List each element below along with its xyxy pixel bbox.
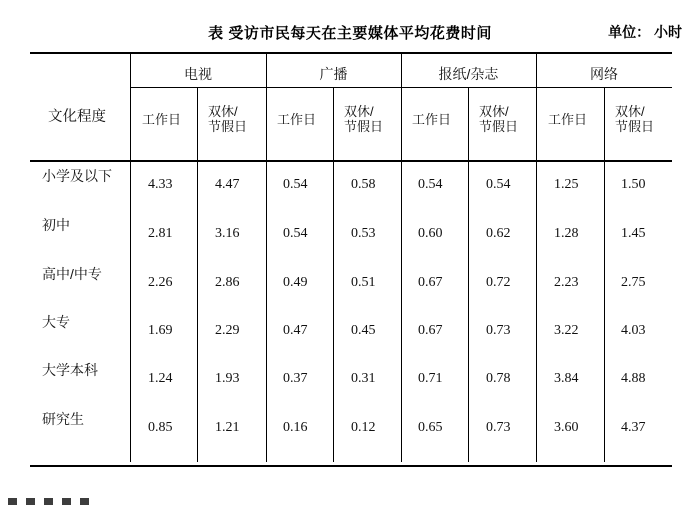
footer-mark: [8, 498, 17, 505]
col-divider-2: [266, 52, 267, 462]
cell-value: 0.12: [351, 420, 376, 435]
cell-value: 0.49: [283, 275, 308, 290]
row-label: 高中/中专: [42, 266, 102, 282]
cell-value: 3.84: [554, 371, 579, 386]
col-divider-6: [536, 52, 537, 462]
title-row: [0, 22, 700, 44]
col-divider-0: [130, 52, 131, 462]
media-group-radio: 广播: [319, 66, 348, 82]
cell-value: 0.62: [486, 226, 511, 241]
row-label: 大学本科: [42, 362, 98, 378]
col-divider-3: [333, 88, 334, 462]
cell-value: 3.22: [554, 323, 579, 338]
col-divider-4: [401, 52, 402, 462]
cell-value: 0.67: [418, 323, 443, 338]
row-label: 大专: [42, 314, 70, 330]
subheader-press-workday: 工作日: [412, 112, 452, 127]
media-group-internet: 网络: [590, 66, 618, 82]
footer-mark: [80, 498, 89, 505]
footer-marks: [8, 495, 128, 505]
cell-value: 1.69: [148, 323, 173, 338]
subheader-tv-workday: 工作日: [142, 112, 182, 127]
row-label: 研究生: [42, 411, 84, 427]
subheader-line1: 双休/: [208, 104, 238, 119]
cell-value: 4.88: [621, 371, 646, 386]
cell-value: 0.54: [418, 177, 443, 192]
cell-value: 0.47: [283, 323, 308, 338]
subheader-internet-holiday: [615, 104, 654, 134]
cell-value: 3.60: [554, 420, 579, 435]
subheader-internet-workday: 工作日: [548, 112, 588, 127]
cell-value: 0.73: [486, 323, 511, 338]
row-label: 初中: [42, 217, 70, 233]
cell-value: 2.26: [148, 275, 173, 290]
footer-mark: [44, 498, 53, 505]
subheader-line2: 节假日: [615, 119, 655, 134]
cell-value: 0.73: [486, 420, 511, 435]
col-divider-5: [468, 88, 469, 462]
cell-value: 0.54: [283, 226, 308, 241]
subheader-line1: 双休/: [344, 104, 374, 119]
cell-value: 2.86: [215, 275, 240, 290]
col-divider-1: [197, 88, 198, 462]
cell-value: 0.45: [351, 323, 376, 338]
cell-value: 0.53: [351, 226, 376, 241]
cell-value: 1.50: [621, 177, 646, 192]
row-label: 小学及以下: [42, 168, 112, 184]
cell-value: 0.65: [418, 420, 443, 435]
table-bottom-rule: [30, 465, 672, 467]
cell-value: 4.33: [148, 177, 173, 192]
cell-value: 1.25: [554, 177, 579, 192]
table-header-rule: [30, 160, 672, 162]
cell-value: 0.54: [486, 177, 511, 192]
subheader-line1: 双休/: [479, 104, 509, 119]
unit-label: 单位： 小时: [608, 24, 682, 40]
footer-mark: [26, 498, 35, 505]
subheader-radio-holiday: [344, 104, 383, 134]
subheader-line2: 节假日: [344, 119, 384, 134]
subheader-line2: 节假日: [479, 119, 519, 134]
cell-value: 2.29: [215, 323, 240, 338]
cell-value: 0.72: [486, 275, 511, 290]
cell-value: 1.24: [148, 371, 173, 386]
cell-value: 0.71: [418, 371, 443, 386]
col-divider-7: [604, 88, 605, 462]
cell-value: 0.37: [283, 371, 308, 386]
cell-value: 3.16: [215, 226, 240, 241]
subheader-radio-workday: 工作日: [277, 112, 317, 127]
cell-value: 0.16: [283, 420, 308, 435]
row-header-title: 文化程度: [48, 109, 106, 125]
cell-value: 0.54: [283, 177, 308, 192]
subheader-tv-holiday: [208, 104, 247, 134]
cell-value: 2.81: [148, 226, 173, 241]
cell-value: 2.75: [621, 275, 646, 290]
table-top-rule: [30, 52, 672, 54]
cell-value: 4.03: [621, 323, 646, 338]
subheader-line2: 节假日: [208, 119, 248, 134]
subheader-line1: 双休/: [615, 104, 645, 119]
cell-value: 0.31: [351, 371, 376, 386]
cell-value: 1.45: [621, 226, 646, 241]
cell-value: 0.51: [351, 275, 376, 290]
cell-value: 2.23: [554, 275, 579, 290]
footer-mark: [62, 498, 71, 505]
cell-value: 0.67: [418, 275, 443, 290]
cell-value: 4.37: [621, 420, 646, 435]
cell-value: 4.47: [215, 177, 240, 192]
cell-value: 0.78: [486, 371, 511, 386]
media-group-press: 报纸/杂志: [438, 66, 499, 82]
page-title: 表 受访市民每天在主要媒体平均花费时间: [208, 25, 492, 42]
cell-value: 0.85: [148, 420, 173, 435]
cell-value: 0.58: [351, 177, 376, 192]
media-group-tv: 电视: [184, 66, 212, 82]
subheader-press-holiday: [479, 104, 518, 134]
cell-value: 0.60: [418, 226, 443, 241]
cell-value: 1.28: [554, 226, 579, 241]
cell-value: 1.93: [215, 371, 240, 386]
cell-value: 1.21: [215, 420, 240, 435]
